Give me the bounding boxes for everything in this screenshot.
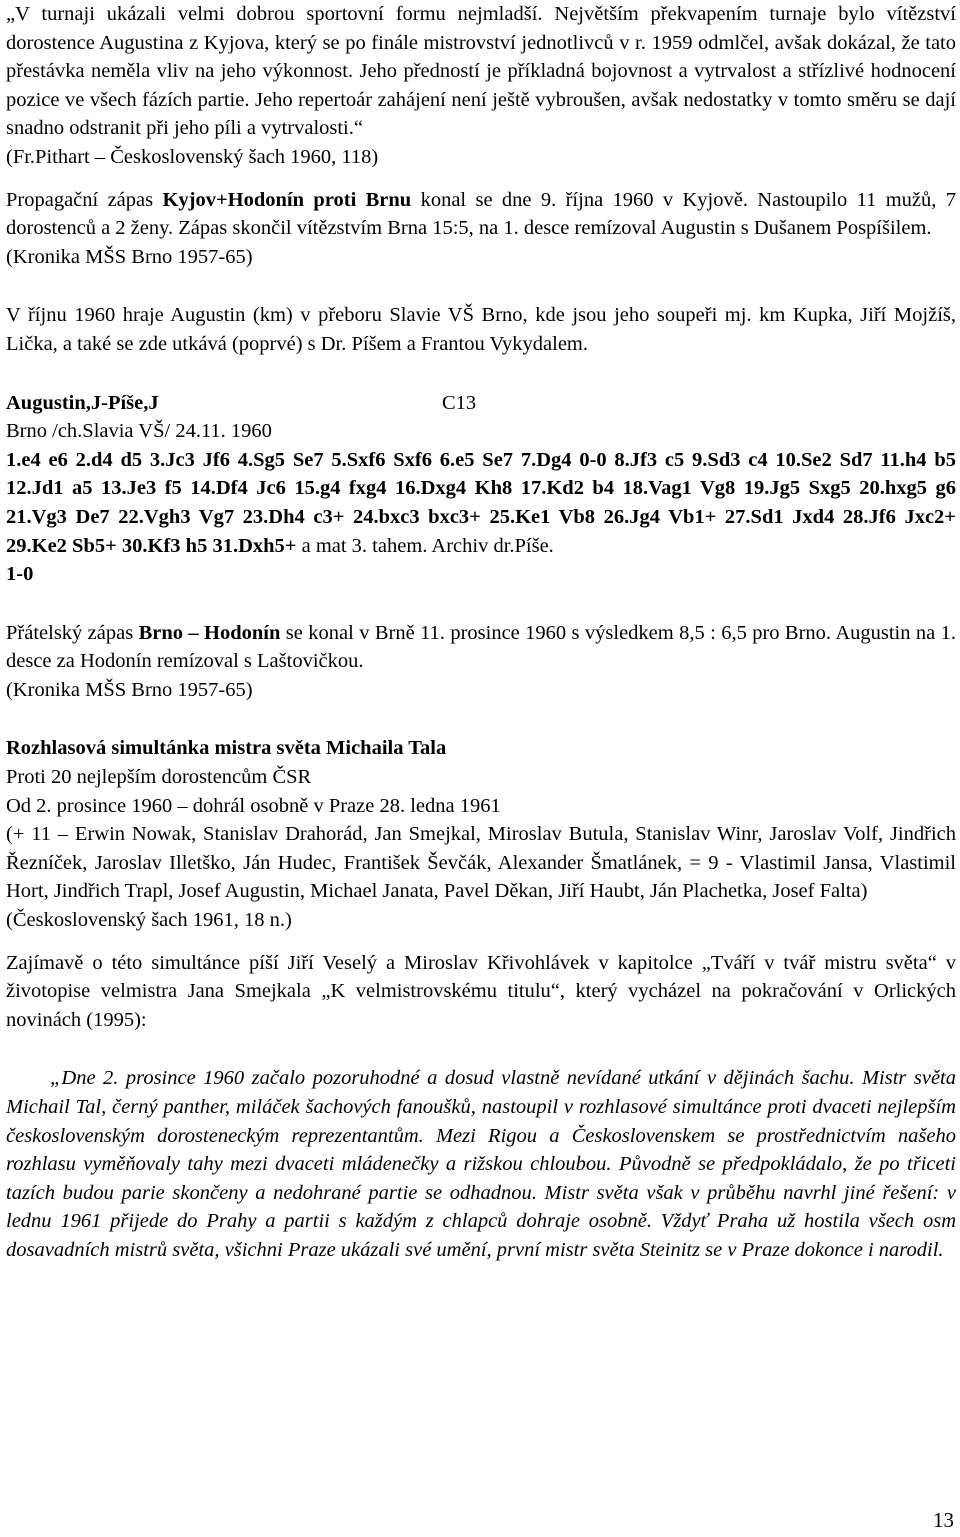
game-header xyxy=(6,389,956,418)
simul-line1: Proti 20 nejlepším dorostencům ČSR xyxy=(6,766,312,789)
interesting-paragraph: Zajímavě o této simultánce píší Jiří Veselý a Miroslav Křivohlávek v kapitolce „Tváří v tvář mistru světa“ v životopise velmistra Jana Smejkala „K velmistrovskému titulu“, který vycházel na pokračování v Orlických novinách (1995): xyxy=(6,951,956,1031)
simul-source: (Československý šach 1961, 18 n.) xyxy=(6,909,292,932)
game-eco: C13 xyxy=(442,391,477,414)
game-event: Brno /ch.Slavia VŠ/ 24.11. 1960 xyxy=(6,420,272,443)
intro-quote: „V turnaji ukázali velmi dobrou sportovní formu nejmladší. Největším překvapením turnaje bylo vítězství dorostence Augustina z Kyjova, který se po finále mistrovství jednotlivců v r. 1959 odmlčel, avšak dokázal, že tato přestávka neměla vliv na jeho výkonnost. Jeho předností je příkladná bojovnost a vytrvalost a střízlivé hodnocení pozice ve všech fázích partie. Jeho repertoár zahájení není ještě vybroušen, avšak nedostatky v tomto směru se dají snadno odstranit při jeho píli a vytrvalosti.“ xyxy=(6,3,956,140)
october-paragraph: V říjnu 1960 hraje Augustin (km) v přeboru Slavie VŠ Brno, kde jsou jeho soupeři mj. km Kupka, Jiří Mojžíš, Lička, a také se zde utkává (poprvé) s Dr. Píšem a Frantou Vykydalem. xyxy=(6,304,956,355)
game-players: Augustin,J-Píše,J xyxy=(6,391,159,414)
simul-line2: Od 2. prosince 1960 – dohrál osobně v Praze 28. ledna 1961 xyxy=(6,794,501,817)
match1-teams: Kyjov+Hodonín proti Brnu xyxy=(162,188,412,211)
match2-source: (Kronika MŠS Brno 1957-65) xyxy=(6,678,253,701)
match1-pre: Propagační zápas xyxy=(6,188,163,211)
match2-pre: Přátelský zápas xyxy=(6,621,139,644)
game-moves-note: a mat 3. tahem. Archiv dr.Píše. xyxy=(296,534,554,557)
match1-source: (Kronika MŠS Brno 1957-65) xyxy=(6,245,253,268)
document-page xyxy=(6,0,956,1265)
game-moves-text: 1.e4 e6 2.d4 d5 3.Jc3 Jf6 4.Sg5 Se7 5.Sxf6 Sxf6 6.e5 Se7 7.Dg4 0-0 8.Jf3 c5 9.Sd3 c4 10.Se2 Sd7 11.h4 b5 12.Jd1 a5 13.Je3 f5 14.Df4 Jc6 15.g4 fxg4 16.Dxg4 Kh8 17.Kd2 b4 18.Vag1 Vg8 19.Jg5 Sxg5 20.hxg5 g6 21.Vg3 De7 22.Vgh3 Vg7 23.Dh4 c3+ 24.bxc3 bxc3+ 25.Ke1 Vb8 26.Jg4 Vb1+ 27.Sd1 Jxd4 28.Jf6 Jxc2+ 29.Ke2 Sb5+ 30.Kf3 h5 31.Dxh5+ xyxy=(6,448,956,557)
italic-quote xyxy=(6,1064,956,1264)
simul-players: (+ 11 – Erwin Nowak, Stanislav Drahorád, Jan Smejkal, Miroslav Butula, Stanislav Winr, Jaroslav Volf, Jindřich Řezníček, Jaroslav Illetško, Ján Hudec, František Ševčák, Alexander Šmatlánek, = 9 - Vlastimil Jansa, Vlastimil Hort, Jindřich Trapl, Josef Augustin, Michael Janata, Pavel Děkan, Jiří Haubt, Ján Plachetka, Josef Falta) xyxy=(6,823,956,903)
match1-paragraph xyxy=(6,186,956,243)
match2-post: se konal v Brně 11. prosince 1960 s výsledkem 8,5 : 6,5 pro Brno. Augustin na 1. desce za Hodonín remízoval s Laštovičkou. xyxy=(6,621,956,673)
match2-teams: Brno – Hodonín xyxy=(138,621,281,644)
intro-source: (Fr.Pithart – Československý šach 1960, 118) xyxy=(6,145,379,168)
match2-paragraph xyxy=(6,619,956,676)
italic-quote-text: „Dne 2. prosince 1960 začalo pozoruhodné a dosud vlastně nevídané utkání v dějinách šachu. Mistr světa Michail Tal, černý panther, miláček šachových fanoušků, nastoupil v rozhlasové simultánce proti dvaceti nejlepším československým dorosteneckým reprezentantům. Mezi Rigou a Československem se prostřednictvím našeho rozhlasu vyměňovaly tahy mezi dvaceti mládenečky a rižskou chloubou. Původně se předpokládalo, že po třiceti tazích budou parie skončeny a nedohrané partie se odhadnou. Mistr světa však v průběhu navrhl jiné řešení: v lednu 1961 přijede do Prahy a partii s každým z chlapců dohraje osobně. Vždyť Praha už hostila všech osm dosavadních mistrů světa, všichni Praze ukázali své umění, první mistr světa Steinitz se v Praze dokonce i narodil. xyxy=(6,1067,956,1261)
page-number: 13 xyxy=(933,1508,954,1532)
match1-post: konal se dne 9. října 1960 v Kyjově. Nastoupilo 11 mužů, 7 dorostenců a 2 ženy. Zápas skončil vítězstvím Brna 15:5, na 1. desce remízoval Augustin s Dušanem Pospíšilem. xyxy=(6,188,957,240)
game-moves xyxy=(6,446,956,560)
simul-heading: Rozhlasová simultánka mistra světa Michaila Tala xyxy=(6,737,447,760)
game-result: 1-0 xyxy=(6,563,34,586)
